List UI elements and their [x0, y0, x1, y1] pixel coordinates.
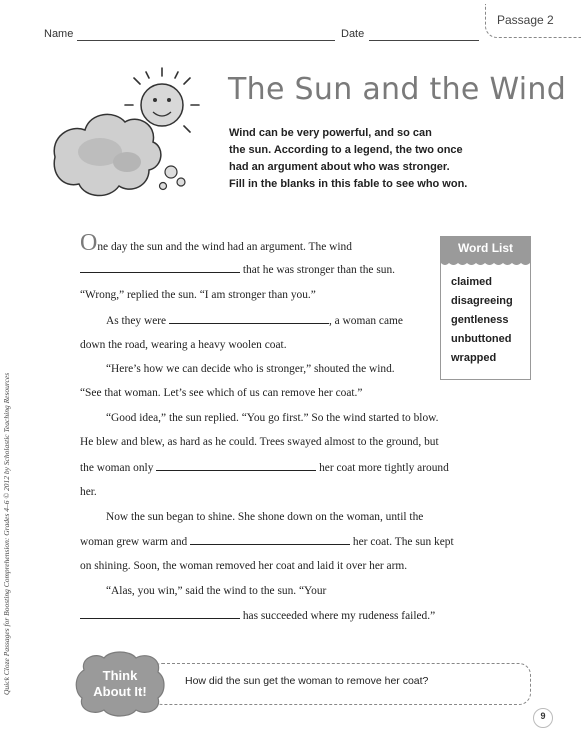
word-item: unbuttoned	[451, 333, 512, 345]
story-line-15: “Alas, you win,” said the wind to the sun. “Your	[106, 585, 327, 597]
story-line-7: “See that woman. Let’s see which of us can remove her coat.”	[80, 387, 363, 399]
think-badge-line-2: About It!	[93, 684, 147, 699]
story-line-1: One day the sun and the wind had an argument. The wind	[80, 230, 352, 256]
page-number: 9	[540, 711, 546, 721]
blank-3[interactable]	[156, 460, 316, 471]
story-line-14: on shining. Soon, the woman removed her coat and laid it over her arm.	[80, 560, 408, 572]
sun-and-wind-illustration	[45, 62, 230, 212]
blank-2[interactable]	[169, 313, 329, 324]
intro-line: the sun. According to a legend, the two once	[229, 144, 463, 156]
wind-cloud-icon	[54, 114, 185, 195]
drop-cap: O	[80, 230, 98, 256]
story-line-3: “Wrong,” replied the sun. “I am stronger than you.”	[80, 289, 316, 301]
intro-line: Wind can be very powerful, and so can	[229, 127, 432, 139]
blank-5[interactable]	[80, 608, 240, 619]
word-item: disagreeing	[451, 295, 513, 307]
side-credit: Quick Cloze Passages for Boosting Comprehension: Grades 4–6 © 2012 by Scholastic Teaching Resources	[2, 372, 11, 695]
intro-line: had an argument about who was stronger.	[229, 161, 450, 173]
word-item: claimed	[451, 276, 492, 288]
think-about-it-badge	[74, 650, 166, 718]
think-question: How did the sun get the woman to remove her coat?	[185, 675, 429, 687]
story-line-6: “Here’s how we can decide who is stronger,” shouted the wind.	[106, 363, 395, 375]
story-line-10: the woman only her coat more tightly around	[80, 462, 449, 474]
date-field-line[interactable]	[369, 40, 479, 41]
name-field-line[interactable]	[77, 40, 335, 41]
story-line-8: “Good idea,” the sun replied. “You go first.” So the wind started to blow.	[106, 412, 439, 424]
scallop-edge	[441, 259, 530, 267]
story-line-5: down the road, wearing a heavy woolen coat.	[80, 339, 287, 351]
intro-text	[229, 125, 489, 193]
passage-label: Passage 2	[497, 13, 554, 27]
blank-1[interactable]	[80, 262, 240, 273]
story-line-9: He blew and blew, as hard as he could. Trees swayed almost to the ground, but	[80, 436, 439, 448]
story-line-4: As they were , a woman came	[106, 315, 403, 327]
word-list-title: Word List	[457, 241, 514, 255]
date-label: Date	[341, 28, 365, 40]
intro-line: Fill in the blanks in this fable to see who won.	[229, 178, 468, 190]
story-line-16: has succeeded where my rudeness failed.”	[80, 608, 435, 623]
word-item: wrapped	[451, 352, 497, 364]
story-line-13: woman grew warm and her coat. The sun kept	[80, 536, 454, 548]
word-item: gentleness	[451, 314, 509, 326]
name-label: Name	[44, 28, 74, 40]
think-badge-line-1: Think	[102, 668, 138, 683]
story-line-12: Now the sun began to shine. She shone down on the woman, until the	[106, 511, 424, 523]
story-line-11: her.	[80, 486, 97, 498]
story-line-2: that he was stronger than the sun.	[80, 262, 395, 277]
page-title: The Sun and the Wind	[228, 72, 567, 107]
blank-4[interactable]	[190, 534, 350, 545]
